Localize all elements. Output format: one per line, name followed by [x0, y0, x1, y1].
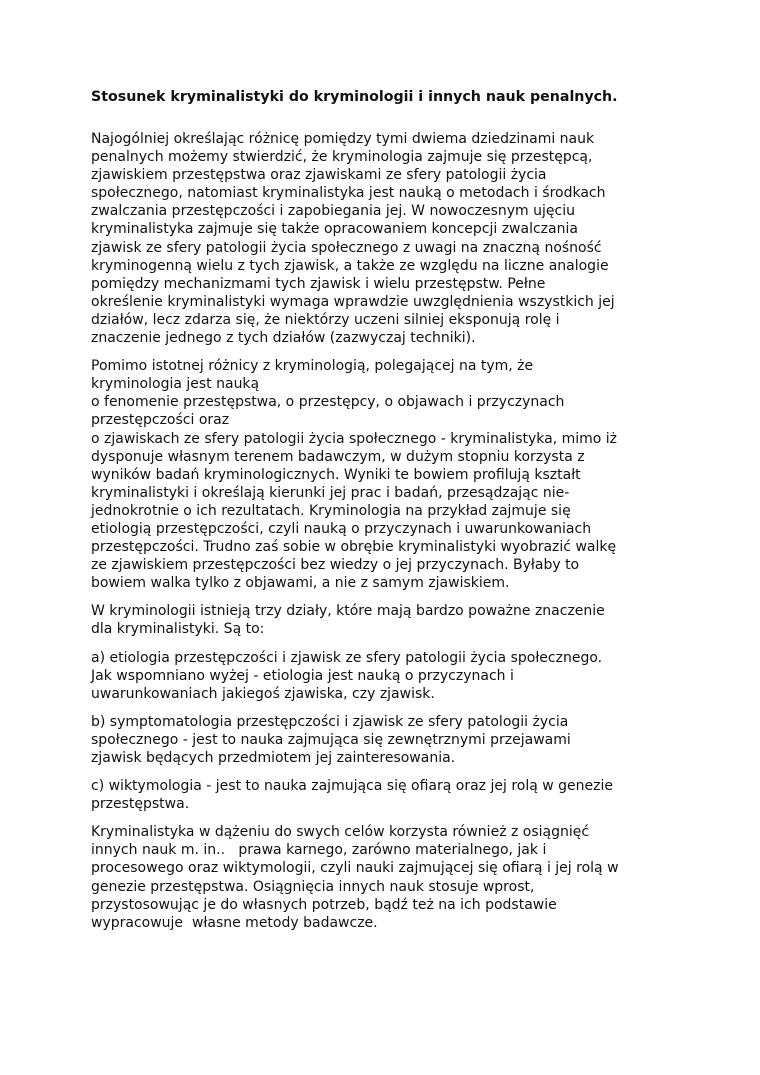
- text-line: pomiędzy mechanizmami tych zjawisk i wielu przestępstw. Pełne: [91, 275, 546, 292]
- text-line: wyników badań kryminologicznych. Wyniki te bowiem profilują kształt: [91, 466, 581, 483]
- paragraph-6: [91, 777, 681, 813]
- text-line: jednokrotnie o ich rezultatach. Kryminologia na przykład zajmuje się: [91, 502, 571, 519]
- text-line: uwarunkowaniach jakiegoś zjawiska, czy zjawisk.: [91, 685, 435, 702]
- text-line: wypracowuje własne metody badawcze.: [91, 914, 378, 931]
- text-line: określenie kryminalistyki wymaga wprawdzie uwzględnienia wszystkich jej: [91, 293, 615, 310]
- text-line: W kryminologii istnieją trzy działy, które mają bardzo poważne znaczenie: [91, 603, 605, 620]
- text-line: bowiem walka tylko z objawami, a nie z samym zjawiskiem.: [91, 575, 510, 592]
- paragraph-2: [91, 357, 681, 592]
- text-line: zjawisk ze sfery patologii życia społecznego z uwagi na znaczną nośność: [91, 239, 602, 256]
- text-line: kryminalistyka zajmuje się także opracowaniem koncepcji zwalczania: [91, 221, 578, 238]
- text-line: dla kryminalistyki. Są to:: [91, 621, 265, 638]
- paragraph-7: [91, 823, 681, 932]
- text-line: dysponuje własnym terenem badawczym, w dużym stopniu korzysta z: [91, 448, 585, 465]
- paragraph-3: [91, 602, 681, 638]
- text-line: Pomimo istotnej różnicy z kryminologią, polegającej na tym, że: [91, 358, 534, 375]
- text-line: Kryminalistyka w dążeniu do swych celów korzysta również z osiągnięć: [91, 824, 590, 841]
- text-line: o zjawiskach ze sfery patologii życia społecznego - kryminalistyka, mimo iż: [91, 430, 618, 447]
- text-line: c) wiktymologia - jest to nauka zajmująca się ofiarą oraz jej rolą w genezie: [91, 778, 613, 795]
- text-line: Jak wspomniano wyżej - etiologia jest nauką o przyczynach i: [91, 667, 514, 684]
- paragraph-4: [91, 649, 681, 703]
- text-line: kryminologia jest nauką: [91, 376, 260, 393]
- text-line: kryminogenną wielu z tych zjawisk, a także ze względu na liczne analogie: [91, 257, 609, 274]
- text-line: a) etiologia przestępczości i zjawisk ze sfery patologii życia społecznego.: [91, 649, 603, 666]
- text-line: b) symptomatologia przestępczości i zjawisk ze sfery patologii życia: [91, 713, 569, 730]
- text-line: znaczenie jednego z tych działów (zazwyczaj techniki).: [91, 330, 476, 347]
- text-line: kryminalistyki i określają kierunki jej prac i badań, przesądzając nie-: [91, 484, 570, 501]
- text-line: zjawiskiem przestępstwa oraz zjawiskami ze sfery patologii życia: [91, 167, 547, 184]
- text-line: przestępczości. Trudno zaś sobie w obrębie kryminalistyki wyobrazić walkę: [91, 539, 617, 556]
- text-line: penalnych możemy stwierdzić, że kryminologia zajmuje się przestępcą,: [91, 149, 593, 166]
- text-line: przestępstwa.: [91, 796, 190, 813]
- text-line: działów, lecz zdarza się, że niektórzy uczeni silniej eksponują rolę i: [91, 311, 560, 328]
- text-line: przestępczości oraz: [91, 412, 230, 429]
- document-body: [91, 130, 681, 932]
- text-line: zjawisk będących przedmiotem jej zainteresowania.: [91, 750, 456, 766]
- text-line: genezie przestępstwa. Osiągnięcia innych nauk stosuje wprost,: [91, 878, 535, 895]
- text-line: etiologią przestępczości, czyli nauką o przyczynach i uwarunkowaniach: [91, 520, 592, 537]
- text-line: społecznego, natomiast kryminalistyka jest nauką o metodach i środkach: [91, 185, 606, 202]
- text-line: Najogólniej określając różnicę pomiędzy tymi dwiema dziedzinami nauk: [91, 131, 595, 147]
- paragraph-5: [91, 713, 681, 767]
- document-page: [91, 88, 681, 942]
- document-title: Stosunek kryminalistyki do kryminologii i innych nauk penalnych.: [91, 89, 618, 105]
- text-line: procesowego oraz wiktymologii, czyli nauki zajmującej się ofiarą i jej rolą w: [91, 860, 619, 877]
- text-line: przystosowując je do własnych potrzeb, bądź też na ich podstawie: [91, 896, 557, 913]
- text-line: zwalczania przestępczości i zapobiegania jej. W nowoczesnym ujęciu: [91, 203, 575, 220]
- text-line: społecznego - jest to nauka zajmująca się zewnętrznymi przejawami: [91, 731, 571, 748]
- text-line: ze zjawiskiem przestępczości bez wiedzy o jej przyczynach. Byłaby to: [91, 557, 580, 574]
- text-line: innych nauk m. in.. prawa karnego, zarówno materialnego, jak i: [91, 842, 547, 859]
- text-line: o fenomenie przestępstwa, o przestępcy, o objawach i przyczynach: [91, 394, 565, 411]
- paragraph-1: [91, 130, 681, 347]
